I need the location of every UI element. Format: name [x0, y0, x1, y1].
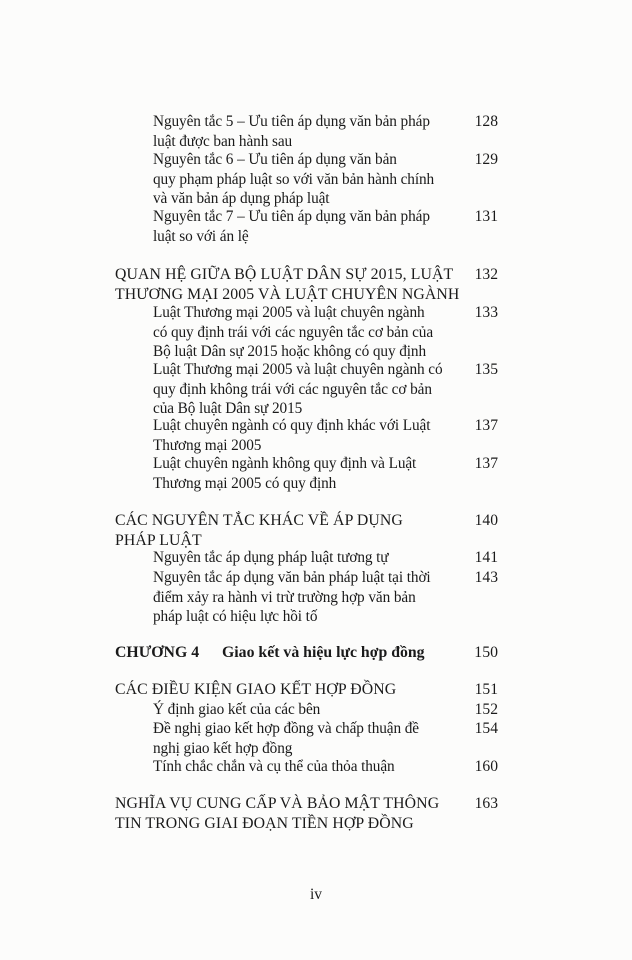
toc-entry-principle-7: Nguyên tắc 7 – Ưu tiên áp dụng văn bản pháp luật so với án lệ — [153, 208, 430, 245]
toc-entry: Luật Thương mại 2005 và luật chuyên ngành có quy định không trái với các nguyên tắc cơ bản của Bộ luật Dân sự 2015 — [153, 361, 443, 418]
toc-page-number: 154 — [474, 720, 498, 737]
toc-entry: Luật chuyên ngành có quy định khác với Luật Thương mại 2005 — [153, 417, 431, 454]
toc-page-number: 160 — [474, 758, 498, 775]
toc-section-heading: NGHĨA VỤ CUNG CẤP VÀ BẢO MẬT THÔNG TIN TRONG GIAI ĐOẠN TIỀN HỢP ĐỒNG — [115, 795, 440, 832]
toc-entry: Nguyên tắc áp dụng pháp luật tương tự — [153, 549, 389, 566]
chapter-title: Giao kết và hiệu lực hợp đồng — [222, 644, 425, 661]
toc-page-number: 151 — [474, 681, 498, 698]
chapter-label: CHƯƠNG 4 — [115, 644, 200, 661]
toc-entry: Đề nghị giao kết hợp đồng và chấp thuận đề nghị giao kết hợp đồng — [153, 720, 419, 757]
toc-page-number: 140 — [474, 512, 498, 529]
toc-page-number: 137 — [474, 455, 498, 472]
toc-section-heading: CÁC NGUYÊN TẮC KHÁC VỀ ÁP DỤNG PHÁP LUẬT — [115, 512, 403, 549]
toc-page-number: 137 — [474, 417, 498, 434]
toc-page-number: 131 — [474, 208, 498, 225]
chapter-page-number: 150 — [474, 644, 498, 661]
toc-page-number: 163 — [474, 795, 498, 812]
toc-entry: Tính chắc chắn và cụ thể của thỏa thuận — [153, 758, 395, 775]
toc-page-number: 141 — [474, 549, 498, 566]
page-footer-number: iv — [309, 886, 323, 903]
toc-page-number: 135 — [474, 361, 498, 378]
toc-page-number: 129 — [474, 151, 498, 168]
toc-page-number: 132 — [474, 266, 498, 283]
toc-entry-principle-5: Nguyên tắc 5 – Ưu tiên áp dụng văn bản pháp luật được ban hành sau — [153, 113, 430, 150]
toc-page-number: 128 — [474, 113, 498, 130]
toc-section-heading: CÁC ĐIỀU KIỆN GIAO KẾT HỢP ĐỒNG — [115, 681, 397, 698]
toc-entry: Luật Thương mại 2005 và luật chuyên ngành có quy định trái với các nguyên tắc cơ bản của Bộ luật Dân sự 2015 hoặc không có quy định — [153, 304, 434, 361]
toc-entry-principle-6: Nguyên tắc 6 – Ưu tiên áp dụng văn bản quy phạm pháp luật so với văn bản hành chính và văn bản áp dụng pháp luật — [153, 151, 435, 208]
toc-entry: Luật chuyên ngành không quy định và Luật Thương mại 2005 có quy định — [153, 455, 417, 492]
toc-entry: Nguyên tắc áp dụng văn bản pháp luật tại thời điểm xảy ra hành vi trừ trường hợp văn bản pháp luật có hiệu lực hồi tố — [153, 569, 431, 626]
toc-page-number: 152 — [474, 701, 498, 718]
toc-section-heading: QUAN HỆ GIỮA BỘ LUẬT DÂN SỰ 2015, LUẬT THƯƠNG MẠI 2005 VÀ LUẬT CHUYÊN NGÀNH — [115, 266, 460, 303]
toc-page-number: 143 — [474, 569, 498, 586]
toc-page-number: 133 — [474, 304, 498, 321]
toc-entry: Ý định giao kết của các bên — [153, 701, 321, 718]
